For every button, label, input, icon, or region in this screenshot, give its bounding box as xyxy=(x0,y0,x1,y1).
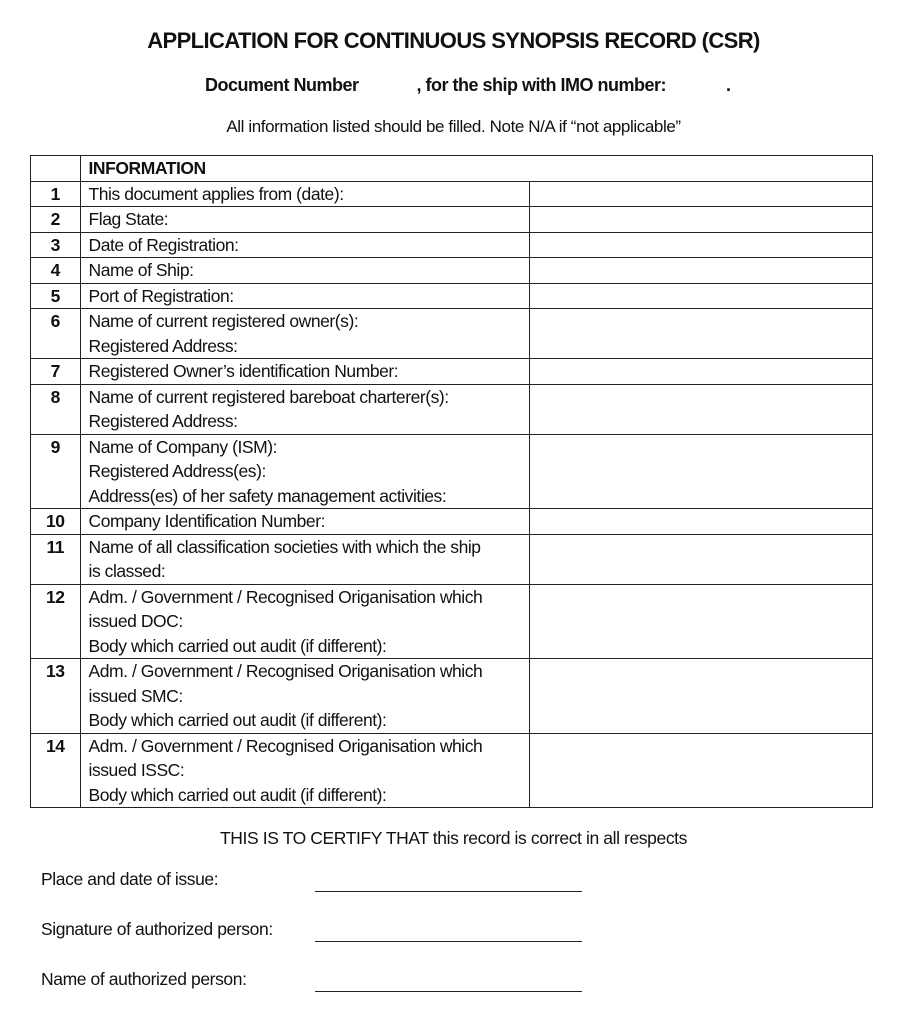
row-value-field[interactable] xyxy=(530,434,873,509)
row-label: Name of all classification societies with which the ship is classed: xyxy=(80,534,530,584)
row-number: 9 xyxy=(31,434,81,509)
row-label: Adm. / Government / Recognised Origanisation which issued ISSC: Body which carried out audit (if different): xyxy=(80,733,530,808)
table-row xyxy=(31,733,873,808)
table-row xyxy=(31,659,873,734)
authorized-name-field[interactable] xyxy=(315,991,582,992)
row-number: 14 xyxy=(31,733,81,808)
row-value-field[interactable] xyxy=(530,659,873,734)
row-value-field[interactable] xyxy=(530,258,873,284)
row-label: Name of Company (ISM): Registered Address(es): Address(es) of her safety management activities: xyxy=(80,434,530,509)
row-number: 6 xyxy=(31,309,81,359)
table-row xyxy=(31,384,873,434)
row-number: 1 xyxy=(31,181,81,207)
signature-label: Signature of authorized person: xyxy=(41,919,273,939)
imo-number-label: , for the ship with IMO number: xyxy=(416,75,667,95)
row-number: 13 xyxy=(31,659,81,734)
row-number: 5 xyxy=(31,283,81,309)
table-row xyxy=(31,434,873,509)
table-row xyxy=(31,309,873,359)
certification-statement: THIS IS TO CERTIFY THAT this record is correct in all respects xyxy=(220,828,687,848)
row-value-field[interactable] xyxy=(530,384,873,434)
table-row xyxy=(31,207,873,233)
table-row xyxy=(31,584,873,659)
row-label: Name of current registered bareboat charterer(s): Registered Address: xyxy=(80,384,530,434)
line-end-period: . xyxy=(726,75,731,95)
row-value-field[interactable] xyxy=(530,181,873,207)
table-row xyxy=(31,258,873,284)
table-row xyxy=(31,283,873,309)
row-number: 12 xyxy=(31,584,81,659)
row-label: Port of Registration: xyxy=(80,283,530,309)
table-row xyxy=(31,232,873,258)
page-title: APPLICATION FOR CONTINUOUS SYNOPSIS RECORD (CSR) xyxy=(147,28,760,53)
row-value-field[interactable] xyxy=(530,584,873,659)
row-number: 4 xyxy=(31,258,81,284)
place-date-label: Place and date of issue: xyxy=(41,869,219,889)
row-number: 2 xyxy=(31,207,81,233)
document-number-label: Document Number xyxy=(205,75,359,95)
row-number: 3 xyxy=(31,232,81,258)
signature-field[interactable] xyxy=(315,941,582,942)
row-label: Name of Ship: xyxy=(80,258,530,284)
table-row xyxy=(31,534,873,584)
row-label: Adm. / Government / Recognised Origanisation which issued DOC: Body which carried out audit (if different): xyxy=(80,584,530,659)
row-value-field[interactable] xyxy=(530,283,873,309)
instruction-note: All information listed should be filled. Note N/A if “not applicable” xyxy=(226,117,681,136)
table-row xyxy=(31,509,873,535)
row-number: 8 xyxy=(31,384,81,434)
document-number-line xyxy=(205,75,731,96)
row-value-field[interactable] xyxy=(530,359,873,385)
row-value-field[interactable] xyxy=(530,733,873,808)
row-value-field[interactable] xyxy=(530,509,873,535)
row-label: This document applies from (date): xyxy=(80,181,530,207)
table-row xyxy=(31,359,873,385)
row-value-field[interactable] xyxy=(530,232,873,258)
csr-information-table xyxy=(30,155,873,808)
table-row xyxy=(31,181,873,207)
row-number: 10 xyxy=(31,509,81,535)
number-column-header xyxy=(31,156,81,182)
row-label: Registered Owner’s identification Number: xyxy=(80,359,530,385)
row-label: Name of current registered owner(s): Registered Address: xyxy=(80,309,530,359)
information-header: INFORMATION xyxy=(80,156,872,182)
row-label: Adm. / Government / Recognised Origanisation which issued SMC: Body which carried out audit (if different): xyxy=(80,659,530,734)
row-label: Flag State: xyxy=(80,207,530,233)
row-number: 7 xyxy=(31,359,81,385)
row-label: Date of Registration: xyxy=(80,232,530,258)
row-value-field[interactable] xyxy=(530,309,873,359)
table-body xyxy=(31,181,873,808)
row-value-field[interactable] xyxy=(530,207,873,233)
row-value-field[interactable] xyxy=(530,534,873,584)
authorized-name-label: Name of authorized person: xyxy=(41,969,247,989)
place-date-field[interactable] xyxy=(315,891,582,892)
table-header-row xyxy=(31,156,873,182)
row-label: Company Identification Number: xyxy=(80,509,530,535)
row-number: 11 xyxy=(31,534,81,584)
